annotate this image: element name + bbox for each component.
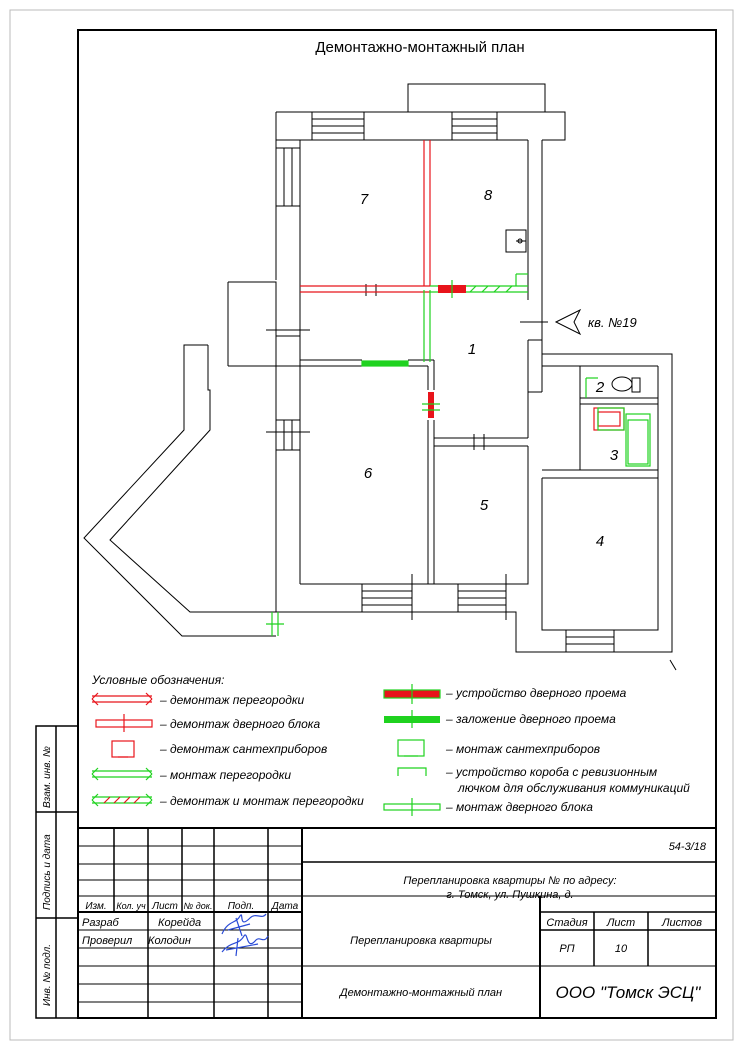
room-7-label: 7 xyxy=(359,191,369,208)
project-description: Перепланировка квартиры xyxy=(350,935,492,947)
legend-right-1: – устройство дверного проема xyxy=(446,686,627,700)
legend-right-4: – устройство короба с ревизионным xyxy=(446,765,658,779)
legend-left-5: – демонтаж и монтаж перегородки xyxy=(160,794,364,808)
toilet-icon xyxy=(612,377,632,391)
window-room4-bottom xyxy=(566,630,614,652)
legend-left-1: – демонтаж перегородки xyxy=(160,693,305,707)
window-left-room6 xyxy=(276,420,300,450)
legend-heading: Условные обозначения: xyxy=(92,673,225,687)
hdr-kol: Кол. уч xyxy=(116,901,146,911)
closed-door-opening xyxy=(362,361,408,366)
hdr-izm: Изм. xyxy=(85,901,107,912)
drawing-name: Демонтажно-монтажный план xyxy=(339,987,503,999)
stage-value: РП xyxy=(559,943,575,955)
project-line2: г. Томск, ул. Пушкина, д. xyxy=(446,889,574,901)
legend-right-3: – монтаж сантехприборов xyxy=(446,742,601,756)
sheet-title: Демонтажно-монтажный план xyxy=(315,39,525,56)
signature-icon xyxy=(222,914,268,956)
fixtures xyxy=(506,230,640,392)
stamp-inv: Инв. № подл. xyxy=(42,943,53,1006)
room-6-label: 6 xyxy=(363,465,373,482)
doc-code: 54-3/18 xyxy=(668,841,706,853)
window-left-corridor xyxy=(276,336,300,366)
company-name: ООО "Томск ЭСЦ" xyxy=(555,983,701,1002)
row2-name: Колодин xyxy=(148,935,191,947)
apartment-arrow-icon xyxy=(556,310,580,334)
floor-plan xyxy=(84,84,676,670)
legend-left-4: – монтаж перегородки xyxy=(160,768,292,782)
room-5-label: 5 xyxy=(479,497,489,514)
project-line1: Перепланировка квартиры № по адресу: xyxy=(403,875,617,887)
new-bath xyxy=(626,414,650,466)
room-4-label: 4 xyxy=(595,533,605,550)
hdr-data: Дата xyxy=(271,901,299,912)
stamp-podpis: Подпись и дата xyxy=(42,834,53,910)
legend-left-2: – демонтаж дверного блока xyxy=(160,717,321,731)
hdr-podp: Подп. xyxy=(227,901,255,912)
legend-right-5: лючком для обслуживания коммуникаций xyxy=(458,781,690,795)
row2-role: Проверил xyxy=(82,935,133,947)
room-8-label: 8 xyxy=(483,187,493,204)
room-3-label: 3 xyxy=(609,447,619,464)
window-left-room7 xyxy=(276,148,300,206)
stamp-vzam: Взам. инв. № xyxy=(42,746,53,808)
legend-right-2: – заложение дверного проема xyxy=(446,712,616,726)
sheets-header: Листов xyxy=(661,917,703,929)
legend xyxy=(91,673,690,816)
stage-header: Стадия xyxy=(546,917,588,929)
drawing-frame xyxy=(78,30,716,1018)
room-2-label: 2 xyxy=(595,379,605,396)
sheet-header: Лист xyxy=(606,917,636,929)
top-ventilation-block xyxy=(408,84,545,112)
new-door-opening-room6 xyxy=(428,392,434,418)
legend-left-3: – демонтаж сантехприборов xyxy=(160,742,328,756)
hdr-list: Лист xyxy=(152,901,178,912)
legend-right-6: – монтаж дверного блока xyxy=(446,800,593,814)
outer-trim-frame xyxy=(10,10,733,1040)
row1-name: Корейда xyxy=(158,917,202,929)
row1-role: Разраб xyxy=(82,917,119,929)
hdr-doc: № док. xyxy=(183,901,213,911)
apartment-label: кв. №19 xyxy=(588,315,637,330)
room-1-label: 1 xyxy=(467,341,477,358)
sheet-value: 10 xyxy=(614,943,628,955)
